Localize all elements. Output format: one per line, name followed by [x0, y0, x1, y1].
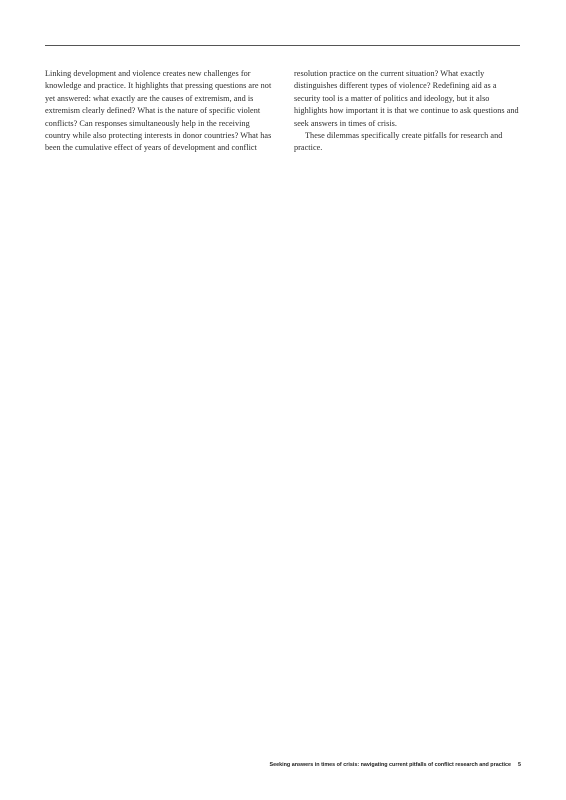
text-column-right	[294, 68, 521, 155]
paragraph: Linking development and violence creates new challenges for knowledge and practice. It highlights that pressing questions are not yet answered: what exactly are the causes of extremism, and is extremism clearly defined? What is the nature of specific violent conflicts? Can responses simultaneously help in the receiving country while also protecting interests in donor countries? What has been the cumulative effect of years of development and conflict	[45, 69, 272, 153]
body-text	[45, 68, 521, 155]
paragraph: resolution practice on the current situation? What exactly distinguishes different types of violence? Redefining aid as a security tool is a matter of politics and ideology, but it also highlights how important it is that we continue to ask questions and seek answers in times of crisis.	[294, 69, 519, 128]
running-title: Seeking answers in times of crisis: navigating current pitfalls of conflict research and practice	[269, 762, 511, 768]
text-column-left	[45, 68, 272, 155]
page-number: 5	[518, 762, 521, 768]
header-rule	[45, 45, 520, 46]
paragraph: These dilemmas specifically create pitfalls for research and practice.	[294, 131, 503, 153]
page-footer	[270, 762, 521, 768]
